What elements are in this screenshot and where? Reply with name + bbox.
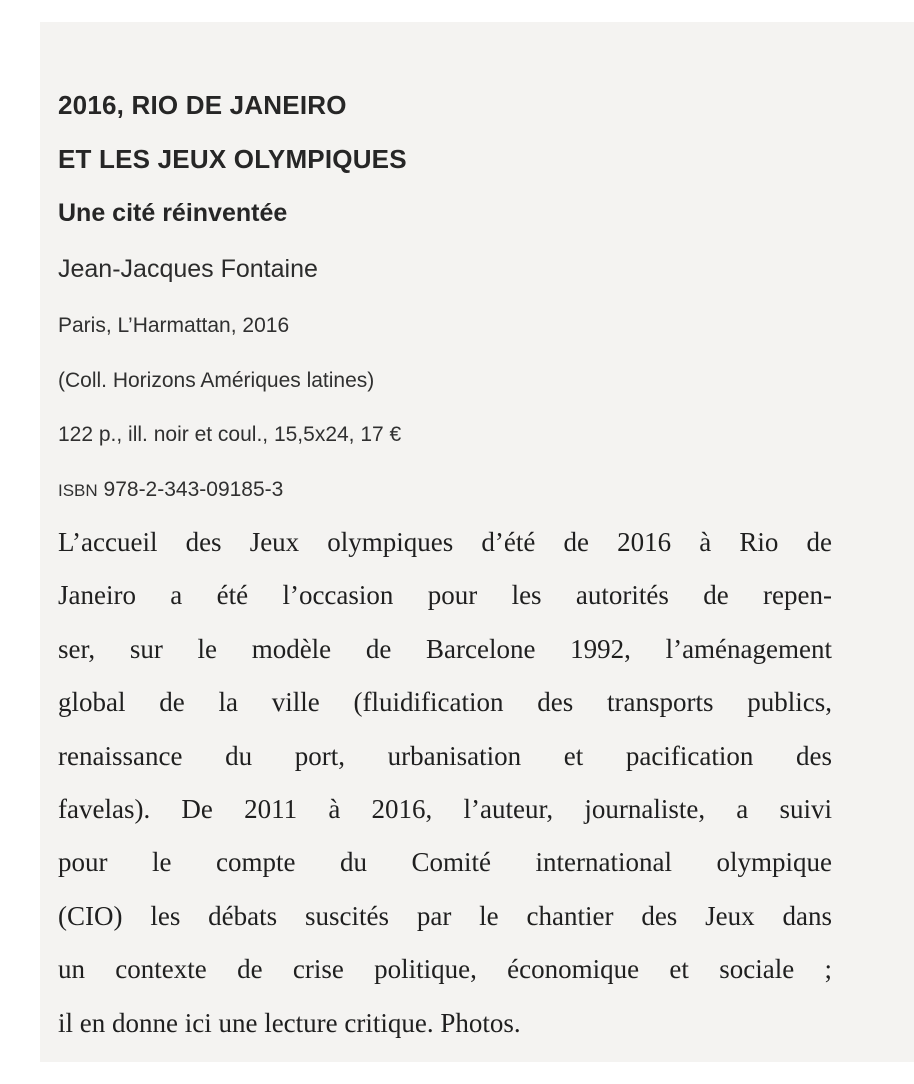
series-info: (Coll. Horizons Amériques latines) xyxy=(58,369,375,392)
isbn-number: 978-2-343-09185-3 xyxy=(103,478,284,501)
abstract-line: pour le compte du Comité international olympique xyxy=(58,847,832,878)
abstract-line: global de la ville (fluidification des transports publics, xyxy=(58,687,832,718)
book-author: Jean-Jacques Fontaine xyxy=(58,255,318,283)
isbn-label: ISBN xyxy=(58,481,98,500)
isbn-line xyxy=(58,478,283,502)
abstract-line: Janeiro a été l’occasion pour les autorités de repen- xyxy=(58,580,832,611)
book-title-line-1: 2016, RIO DE JANEIRO xyxy=(58,90,347,120)
book-abstract xyxy=(58,516,832,1050)
abstract-line: L’accueil des Jeux olympiques d’été de 2016 à Rio de xyxy=(58,527,832,557)
abstract-line: ser, sur le modèle de Barcelone 1992, l’aménagement xyxy=(58,633,832,664)
book-subtitle: Une cité réinventée xyxy=(58,199,288,227)
abstract-line: favelas). De 2011 à 2016, l’auteur, journaliste, a suivi xyxy=(58,794,832,825)
physical-description: 122 p., ill. noir et coul., 15,5x24, 17 € xyxy=(58,423,402,446)
abstract-line: renaissance du port, urbanisation et pacification des xyxy=(58,740,832,771)
abstract-line: un contexte de crise politique, économique et sociale ; xyxy=(58,954,832,985)
scanned-page xyxy=(40,22,914,1062)
book-title-line-2: ET LES JEUX OLYMPIQUES xyxy=(58,144,407,174)
abstract-line: (CIO) les débats suscités par le chantier des Jeux dans xyxy=(58,900,832,931)
publication-info: Paris, L’Harmattan, 2016 xyxy=(58,314,290,337)
abstract-line-last: il en donne ici une lecture critique. Photos. xyxy=(58,1007,521,1038)
